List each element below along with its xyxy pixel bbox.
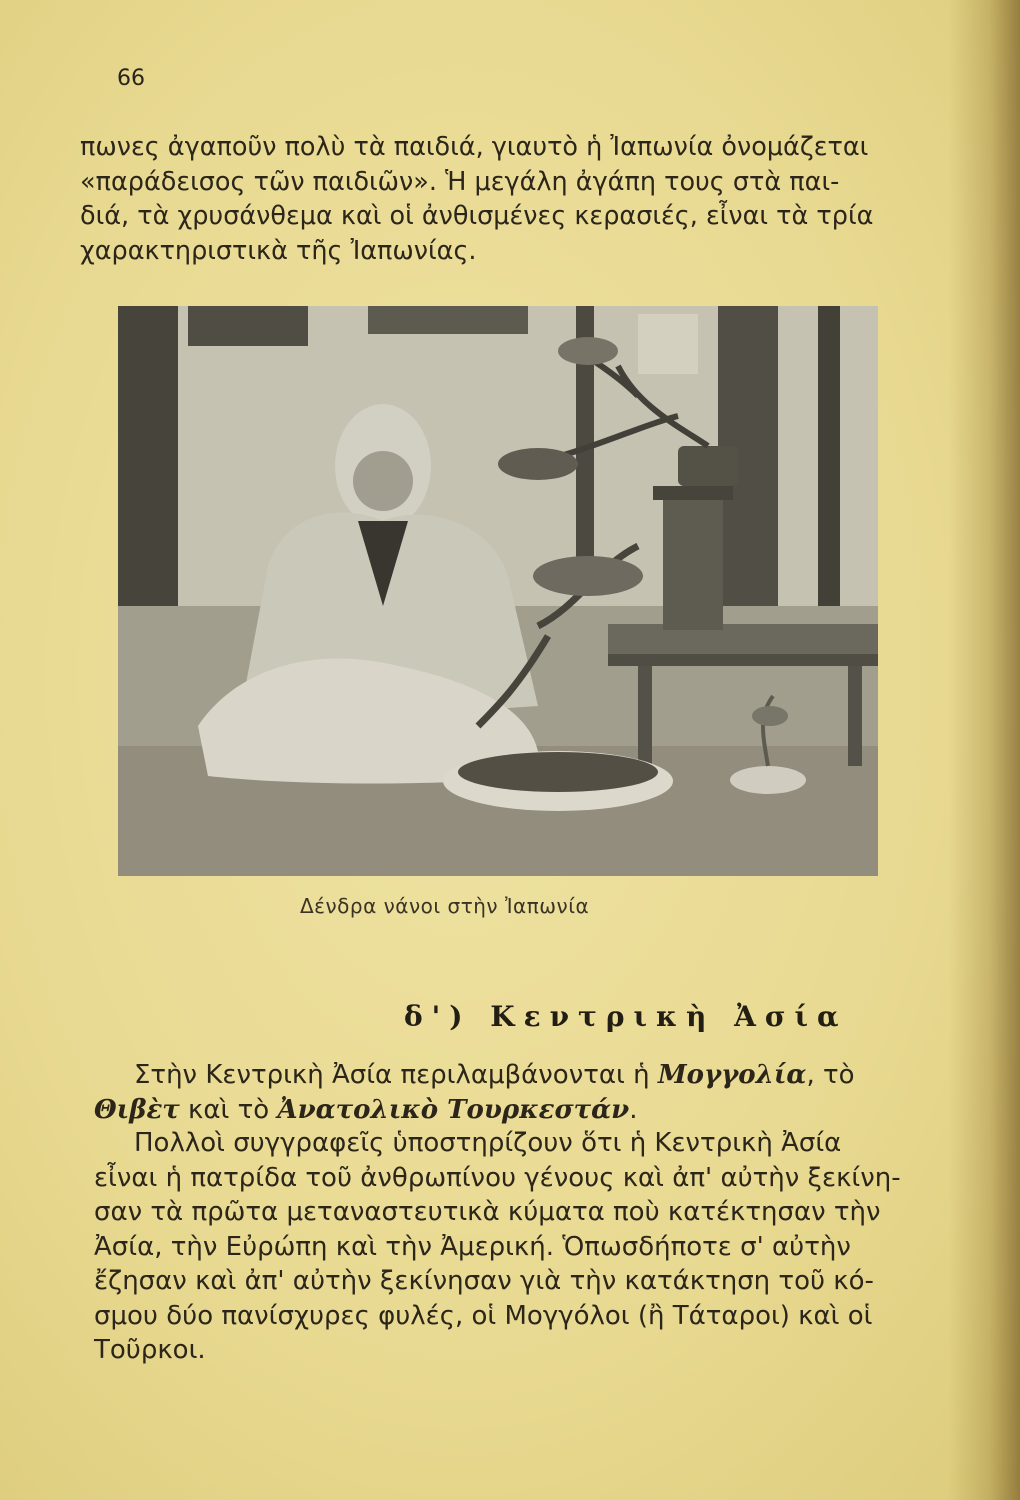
term-tibet: Θιβὲτ bbox=[94, 1094, 180, 1125]
text-line bbox=[94, 1093, 904, 1128]
text-line: διά, τὰ χρυσάνθεμα καὶ οἱ ἀνθισμένες κερασιές, εἶναι τὰ τρία bbox=[80, 201, 874, 231]
text-line: Ἀσία, τὴν Εὐρώπη καὶ τὴν Ἀμερική. Ὁπωσδήποτε σ' αὐτὴν bbox=[94, 1231, 851, 1262]
figure-caption: Δένδρα νάνοι στὴν Ἰαπωνία bbox=[300, 894, 590, 918]
text-line: «παράδεισος τῶν παιδιῶν». Ἡ μεγάλη ἀγάπη τους στὰ παι- bbox=[80, 166, 840, 197]
section-heading: δ') Κεντρικὴ Ἀσία bbox=[404, 1000, 848, 1033]
text-run: . bbox=[629, 1094, 638, 1125]
term-mongolia: Μογγολία bbox=[657, 1060, 807, 1090]
text-line: χαρακτηριστικὰ τῆς Ἰαπωνίας. bbox=[80, 235, 477, 266]
photo-illustration bbox=[118, 306, 878, 876]
text-line: Πολλοὶ συγγραφεῖς ὑποστηρίζουν ὅτι ἡ Κεντρικὴ Ἀσία bbox=[134, 1128, 842, 1158]
paragraph-origins bbox=[94, 1126, 904, 1368]
text-line: εἶναι ἡ πατρίδα τοῦ ἀνθρωπίνου γένους καὶ ἀπ' αὐτὴν ξεκίνη- bbox=[94, 1162, 901, 1193]
paragraph-central-asia bbox=[94, 1058, 904, 1127]
page-number: 66 bbox=[117, 66, 145, 91]
text-line: σαν τὰ πρῶτα μεταναστευτικὰ κύματα ποὺ κατέκτησαν τὴν bbox=[94, 1197, 881, 1227]
text-run: , τὸ bbox=[806, 1060, 855, 1090]
paragraph-intro bbox=[80, 130, 930, 268]
term-east-turkestan: Ἀνατολικὸ Τουρκεστάν bbox=[277, 1094, 630, 1125]
photo-bonsai-master bbox=[118, 306, 878, 876]
text-line: πωνες ἀγαποῦν πολὺ τὰ παιδιά, γιαυτὸ ἡ Ἰαπωνία ὀνομάζεται bbox=[80, 132, 869, 162]
text-line bbox=[94, 1058, 904, 1093]
text-line: σμου δύο πανίσχυρες φυλές, οἱ Μογγόλοι (ἢ Τάταροι) καὶ οἱ bbox=[94, 1300, 873, 1331]
text-line: ἔζησαν καὶ ἀπ' αὐτὴν ξεκίνησαν γιὰ τὴν κατάκτηση τοῦ κό- bbox=[94, 1266, 874, 1296]
text-run: καὶ τὸ bbox=[179, 1094, 278, 1125]
text-run: Στὴν Κεντρικὴ Ἀσία περιλαμβάνονται ἡ bbox=[134, 1060, 658, 1090]
text-line: Τοῦρκοι. bbox=[94, 1335, 206, 1365]
